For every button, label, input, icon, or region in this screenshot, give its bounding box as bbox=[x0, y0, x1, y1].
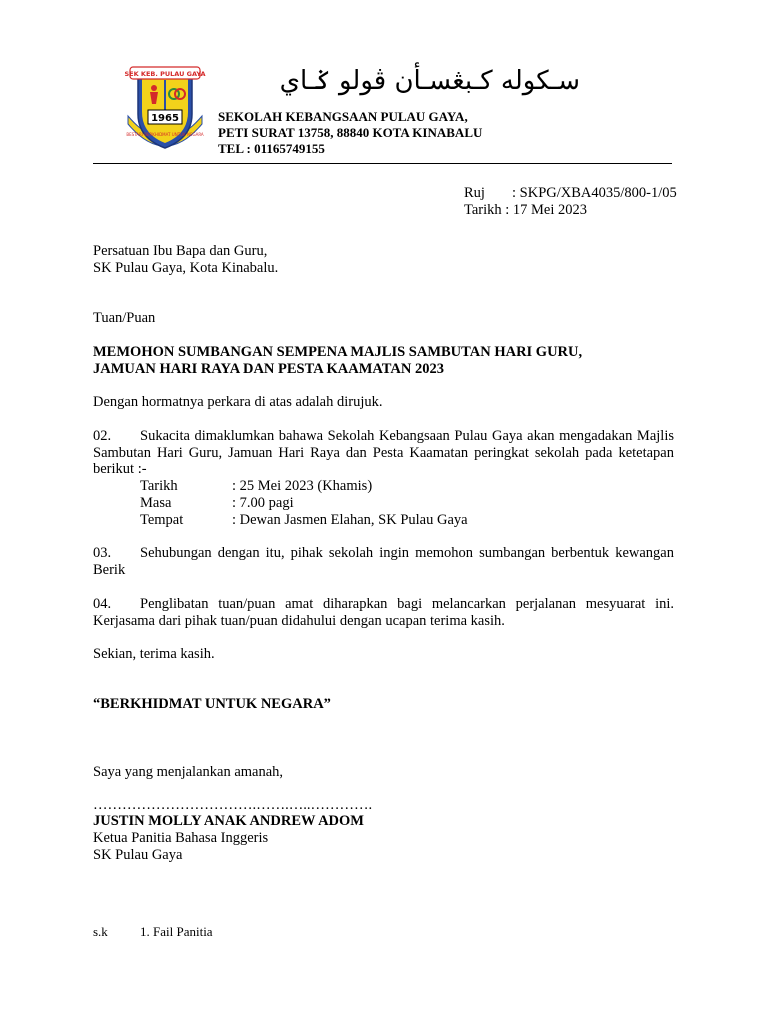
signatory-name: JUSTIN MOLLY ANAK ANDREW ADOM bbox=[93, 813, 364, 829]
para04-number: 04. bbox=[93, 596, 112, 612]
signoff-line: Saya yang menjalankan amanah, bbox=[93, 764, 284, 780]
logo-top-text: SEK KEB. PULAU GAYA bbox=[124, 70, 206, 78]
cc-line bbox=[93, 924, 213, 939]
recipient-line1: Persatuan Ibu Bapa dan Guru, bbox=[93, 243, 268, 259]
detail-value: : 25 Mei 2023 (Khamis) bbox=[232, 478, 373, 494]
tarikh-value: : 17 Mei 2023 bbox=[505, 202, 588, 218]
para03-text: Sehubungan dengan itu, pihak sekolah ingin memohon sumbangan berbentuk kewangan Berik bbox=[93, 545, 674, 578]
tarikh-label: Tarikh bbox=[464, 202, 502, 218]
detail-label: Tempat bbox=[140, 512, 184, 528]
opening-line: Dengan hormatnya perkara di atas adalah dirujuk. bbox=[93, 394, 383, 410]
cc-label: s.k bbox=[93, 924, 108, 939]
school-name: SEKOLAH KEBANGSAAN PULAU GAYA, bbox=[218, 109, 468, 124]
para02-number: 02. bbox=[93, 428, 112, 444]
logo-motto: BESTARI BERKHIDMAT UNTUK NEGARA bbox=[126, 132, 204, 137]
recipient-line2: SK Pulau Gaya, Kota Kinabalu. bbox=[93, 260, 279, 276]
cc-item: 1. Fail Panitia bbox=[140, 924, 213, 939]
school-tel: TEL : 01165749155 bbox=[218, 141, 325, 156]
school-crest-icon bbox=[120, 64, 210, 154]
paragraph-02 bbox=[93, 428, 674, 478]
ruj-value: : SKPG/XBA4035/800-1/05 bbox=[512, 185, 677, 201]
para04-text: Penglibatan tuan/puan amat diharapkan bagi melancarkan perjalanan mesyuarat ini. Kerjasama dari pihak tuan/puan didahului dengan ucapan terima kasih. bbox=[93, 596, 674, 629]
ruj-label: Ruj bbox=[464, 185, 485, 201]
school-address: PETI SURAT 13758, 88840 KOTA KINABALU bbox=[218, 125, 483, 140]
ref-tarikh bbox=[464, 202, 587, 219]
para03-number: 03. bbox=[93, 545, 112, 561]
detail-value: : 7.00 pagi bbox=[232, 495, 294, 511]
subject-line1: MEMOHON SUMBANGAN SEMPENA MAJLIS SAMBUTAN HARI GURU, bbox=[93, 344, 583, 360]
header-divider bbox=[93, 163, 672, 164]
school-name-jawi: سـکوله کـبڠسـأن ڤولو ݢـاي bbox=[279, 66, 580, 96]
paragraph-04 bbox=[93, 596, 674, 629]
detail-masa bbox=[140, 495, 294, 512]
detail-value: : Dewan Jasmen Elahan, SK Pulau Gaya bbox=[232, 512, 468, 528]
paragraph-03 bbox=[93, 545, 674, 578]
salutation: Tuan/Puan bbox=[93, 310, 156, 326]
closing-line: Sekian, terima kasih. bbox=[93, 646, 215, 662]
detail-tarikh bbox=[140, 478, 372, 495]
signature-dots: …………………………….…….…..…………. bbox=[93, 797, 373, 813]
logo-year: 1965 bbox=[151, 113, 179, 124]
school-logo bbox=[120, 64, 210, 154]
ref-ruj bbox=[464, 185, 677, 202]
detail-label: Masa bbox=[140, 495, 172, 511]
detail-tempat bbox=[140, 512, 468, 529]
signatory-title: Ketua Panitia Bahasa Inggeris bbox=[93, 830, 269, 846]
subject-line2: JAMUAN HARI RAYA DAN PESTA KAAMATAN 2023 bbox=[93, 361, 444, 377]
para02-text: Sukacita dimaklumkan bahawa Sekolah Kebangsaan Pulau Gaya akan mengadakan Majlis Sambutan Hari Guru, Jamuan Hari Raya dan Pesta Kaamatan peringkat sekolah pada ketetapan berikut :- bbox=[93, 428, 674, 477]
signatory-org: SK Pulau Gaya bbox=[93, 847, 183, 863]
motto: “BERKHIDMAT UNTUK NEGARA” bbox=[93, 696, 331, 712]
detail-label: Tarikh bbox=[140, 478, 178, 494]
